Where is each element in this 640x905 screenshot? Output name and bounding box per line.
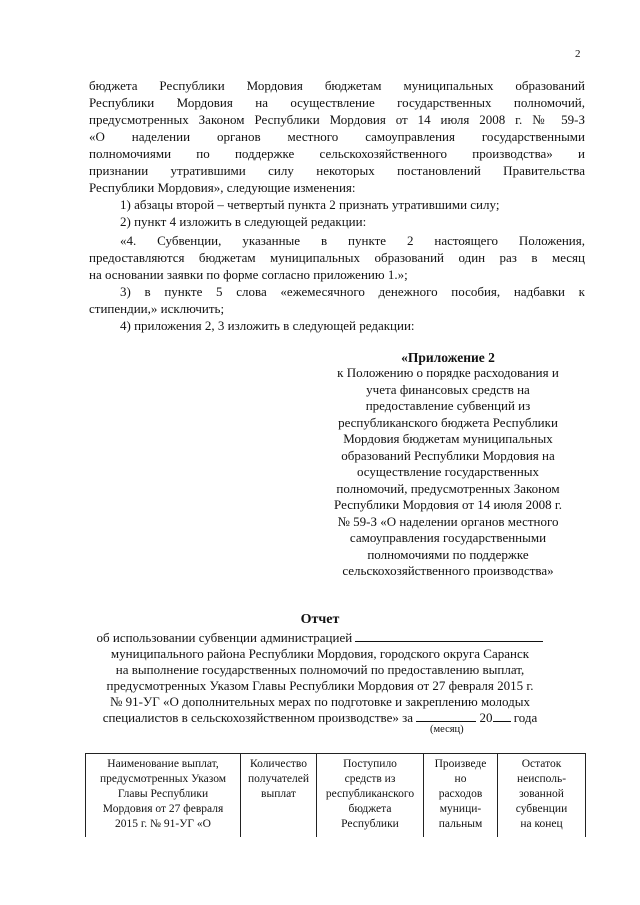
year-suffix: года — [513, 710, 538, 725]
report-line-text: об использовании субвенции администрацией — [96, 630, 353, 645]
body-line: 4) приложения 2, 3 изложить в следующей редакции: — [120, 318, 415, 333]
year-prefix: 20 — [479, 710, 493, 725]
report-table — [85, 753, 586, 837]
appendix-line: республиканского бюджета Республики — [338, 414, 558, 430]
appendix-line: учета финансовых средств на — [366, 381, 530, 397]
body-line: предоставляются бюджетам муниципальных образований один раз в месяц — [89, 250, 585, 265]
body-line: признании утратившими силу некоторых постановлений Правительства — [89, 163, 585, 178]
report-title: Отчет — [300, 612, 340, 627]
month-blank — [416, 710, 476, 722]
page-number: 2 — [575, 48, 581, 60]
body-line: стипендии,» исключить; — [89, 301, 225, 316]
body-line: Республики Мордовия на осуществление государственных полномочий, — [89, 95, 585, 110]
appendix-line: полномочий, предусмотренных Законом — [336, 480, 560, 496]
appendix-line: к Положению о порядке расходования и — [337, 365, 559, 380]
report-line-text: специалистов в сельскохозяйственном производстве» за — [102, 710, 413, 725]
appendix-line: полномочиями по поддержке — [367, 546, 529, 562]
appendix-line: осуществление государственных — [356, 464, 540, 479]
table-header-cell: Поступило средств из республиканского бюджета Республики — [317, 754, 424, 838]
body-line: 3) в пункте 5 слова «ежемесячного денежного пособия, надбавки к — [120, 284, 585, 299]
table-header-cell: Остаток неисполь- зованной субвенции на конец — [498, 754, 586, 838]
appendix-line: № 59-З «О наделении органов местного — [337, 513, 559, 529]
body-line: на основании заявки по форме согласно приложению 1.»; — [89, 267, 408, 282]
report-line — [0, 630, 640, 646]
body-line: 1) абзацы второй – четвертый пункта 2 признать утратившими силу; — [120, 197, 500, 212]
appendix-caption — [312, 365, 584, 580]
report-line: на выполнение государственных полномочий по предоставлению выплат, — [115, 662, 525, 677]
table-header-cell: Наименование выплат, предусмотренных Указом Главы Республики Мордовия от 27 февраля 2015 г. № 91-УГ «О — [86, 754, 241, 838]
appendix-line: образований Республики Мордовия на — [341, 447, 555, 463]
appendix-line: Республики Мордовия от 14 июля 2008 г. — [334, 497, 562, 512]
body-line: бюджета Республики Мордовия бюджетам муниципальных образований — [89, 78, 585, 93]
body-line: Республики Мордовия», следующие изменения: — [89, 180, 356, 195]
table-header-row — [86, 754, 586, 838]
appendix-line: самоуправления государственными — [349, 530, 547, 545]
report-line: предусмотренных Указом Главы Республики Мордовия от 27 февраля 2015 г. — [106, 678, 534, 693]
administration-blank — [355, 630, 543, 642]
report-line — [0, 710, 640, 726]
appendix-line: Мордовия бюджетам муниципальных — [343, 431, 553, 446]
report-line: муниципального района Республики Мордовия, городского округа Саранск — [110, 646, 530, 661]
appendix-line: предоставление субвенций из — [365, 398, 531, 413]
appendix-line: сельскохозяйственного производства» — [342, 563, 554, 578]
year-blank — [493, 710, 511, 722]
table-header-cell: Произведе но расходов муници- пальным — [424, 754, 498, 838]
body-line: полномочиями по поддержке сельскохозяйственного производства» и — [89, 146, 585, 161]
body-line: «4. Субвенции, указанные в пункте 2 настоящего Положения, — [120, 233, 585, 248]
table-header-cell: Количество получателей выплат — [241, 754, 317, 838]
body-line: «О наделении органов местного самоуправления государственными — [89, 129, 585, 144]
month-note: (месяц) — [430, 724, 464, 735]
report-line: № 91-УГ «О дополнительных мерах по подготовке и закреплению молодых — [110, 694, 530, 709]
body-line: предусмотренных Законом Республики Мордовия от 14 июля 2008 г. № 59-З — [89, 112, 585, 127]
appendix-title: «Приложение 2 — [401, 350, 495, 365]
body-line: 2) пункт 4 изложить в следующей редакции: — [120, 214, 367, 229]
